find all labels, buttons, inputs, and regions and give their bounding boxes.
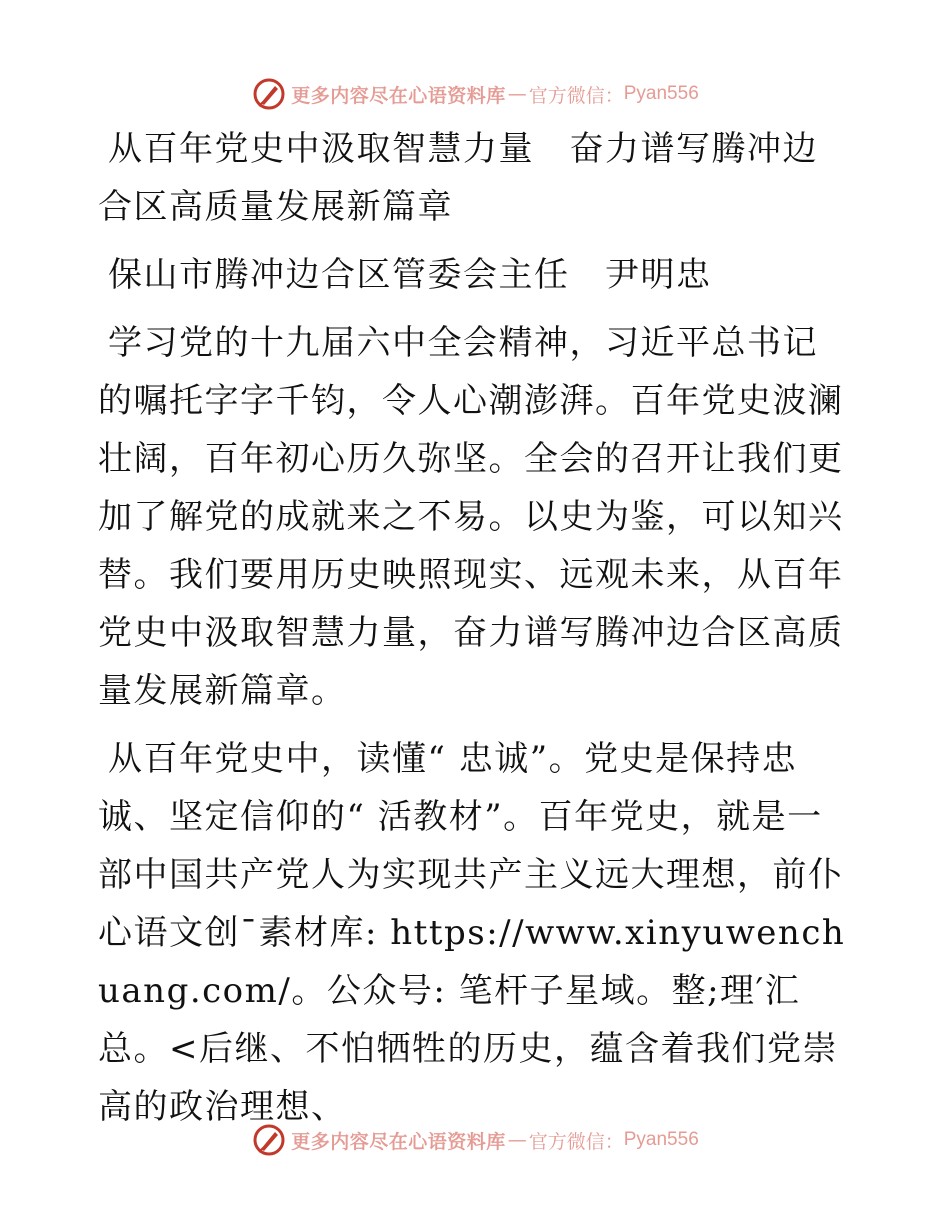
watermark-text: 更多内容尽在心语资料库 (291, 1130, 506, 1153)
document-body (98, 120, 850, 1146)
watermark-wechat-id: Pyan556 (623, 1129, 699, 1150)
watermark-banner-top (0, 72, 950, 116)
pen-nib-logo-icon (251, 76, 287, 112)
watermark-separator: — (507, 83, 527, 105)
document-title: 从百年党史中汲取智慧力量 奋力谱写腾冲边合区高质量发展新篇章 (98, 129, 818, 227)
watermark-wechat-id: Pyan556 (623, 83, 699, 104)
watermark-wechat-label: 官方微信： (528, 84, 624, 107)
author-line: 保山市腾冲边合区管委会主任 尹明忠 (108, 255, 712, 295)
watermark-wechat-label: 官方微信： (528, 1130, 624, 1153)
body-paragraph: 从百年党史中，读懂“ 忠诚”。党史是保持忠诚、坚定信仰的“ 活教材”。百年党史，就是一部中国共产党人为实现共产主义远大理想，前仆心语文创¯素材库: https://www.xinyuwenchuang.com/。公众号: 笔杆子星域。整;理′汇总。<后继、不怕牺牲的历史，蕴含着我们党崇高的政治理想、 (98, 739, 846, 1127)
pen-nib-logo-icon (251, 1122, 287, 1158)
watermark-banner-bottom (0, 1118, 950, 1162)
watermark-separator: — (507, 1129, 527, 1151)
body-paragraph: 学习党的十九届六中全会精神，习近平总书记的嘱托字字千钧，令人心潮澎湃。百年党史波澜壮阔，百年初心历久弥坚。全会的召开让我们更加了解党的成就来之不易。以史为鉴，可以知兴替。我们要用历史映照现实、远观未来，从百年党史中汲取智慧力量，奋力谱写腾冲边合区高质量发展新篇章。 (98, 323, 844, 711)
watermark-text: 更多内容尽在心语资料库 (291, 84, 506, 107)
